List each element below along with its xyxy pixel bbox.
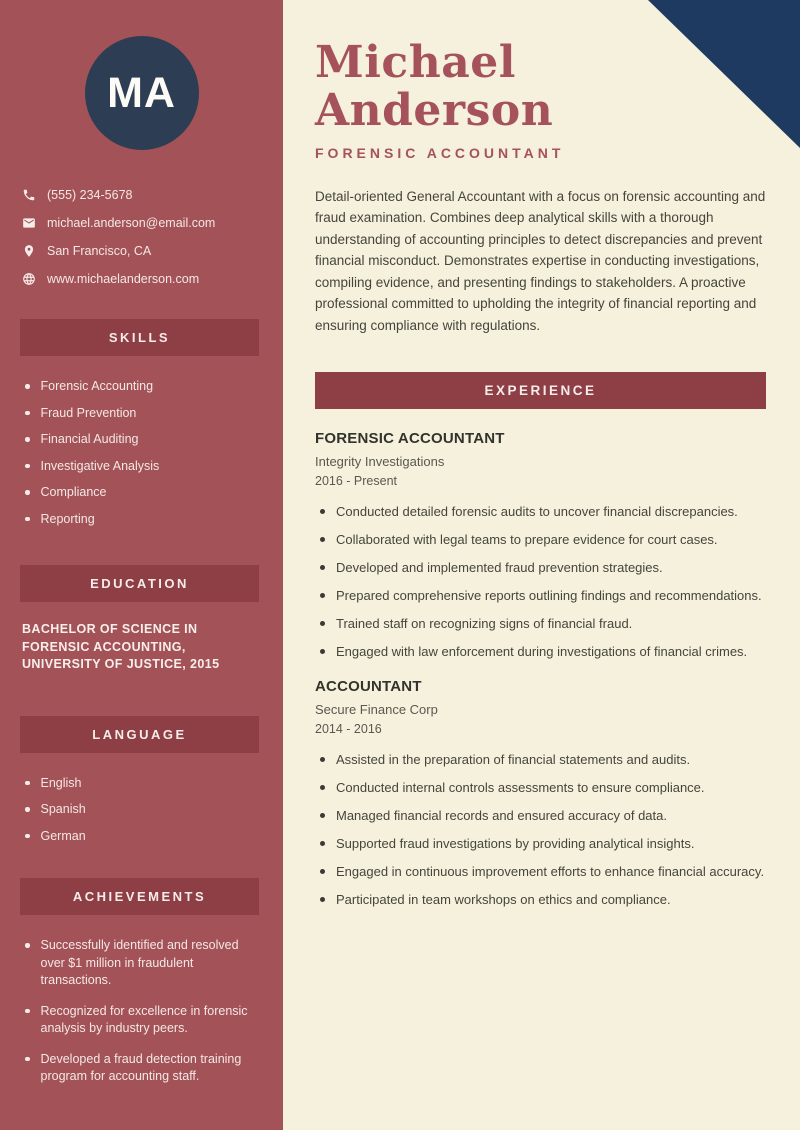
skill-label: Reporting — [40, 511, 95, 526]
language-heading: LANGUAGE — [92, 726, 187, 742]
achievements-section-header — [20, 878, 259, 915]
job-entry-dates: 2014 - 2016 — [315, 722, 382, 737]
contact-item-email — [22, 216, 283, 230]
main-column — [283, 0, 800, 1130]
list-item — [320, 835, 766, 852]
job-bullet-text: Supported fraud investigations by providing analytical insights. — [336, 836, 695, 852]
list-item — [25, 1051, 261, 1086]
list-item — [320, 751, 766, 768]
job-bullet-text: Assisted in the preparation of financial statements and audits. — [336, 752, 691, 768]
job-entry — [315, 430, 766, 660]
contact-phone-text: (555) 234-5678 — [47, 188, 133, 202]
job-bullet-list — [315, 751, 766, 908]
education-degree: BACHELOR OF SCIENCE IN FORENSIC ACCOUNTING, UNIVERSITY OF JUSTICE, 2015 — [22, 622, 220, 671]
list-item — [25, 801, 261, 819]
skill-label: Fraud Prevention — [40, 405, 137, 420]
experience-section-header — [315, 372, 766, 409]
bullet-dot — [320, 565, 325, 570]
skills-list — [0, 378, 283, 528]
experience-heading: EXPERIENCE — [484, 383, 597, 399]
language-section-header — [20, 716, 259, 753]
bullet-dot — [320, 621, 325, 626]
list-item — [320, 807, 766, 824]
job-bullet-text: Trained staff on recognizing signs of financial fraud. — [336, 616, 633, 632]
list-item — [25, 775, 261, 793]
job-bullet-text: Prepared comprehensive reports outlining findings and recommendations. — [336, 588, 762, 604]
bullet-dot — [320, 593, 325, 598]
job-title-subtitle: FORENSIC ACCOUNTANT — [315, 144, 565, 161]
list-item — [25, 458, 261, 476]
page-title: Michael Anderson — [315, 37, 554, 137]
language-label: German — [40, 828, 86, 843]
bullet-dot — [320, 757, 325, 762]
bullet-dot — [320, 813, 325, 818]
globe-icon — [22, 272, 36, 286]
job-entry-title: FORENSIC ACCOUNTANT — [315, 430, 505, 448]
bullet-dot — [320, 537, 325, 542]
bullet-dot — [320, 649, 325, 654]
list-item — [320, 891, 766, 908]
bullet-dot — [320, 509, 325, 514]
list-item — [320, 779, 766, 796]
education-heading: EDUCATION — [90, 576, 189, 591]
skill-label: Investigative Analysis — [40, 458, 160, 473]
skill-label: Forensic Accounting — [40, 379, 154, 393]
achievement-text: Recognized for excellence in forensic analysis by industry peers. — [40, 1003, 248, 1035]
contact-item-website — [22, 272, 283, 286]
bullet-dot — [25, 517, 30, 522]
list-item — [25, 431, 261, 449]
bullet-dot — [25, 464, 30, 469]
job-bullet-text: Engaged in continuous improvement efforts to enhance financial accuracy. — [336, 864, 765, 880]
bullet-dot — [320, 785, 325, 790]
contact-item-location — [22, 244, 283, 258]
list-item — [320, 559, 766, 576]
job-bullet-text: Conducted internal controls assessments to ensure compliance. — [336, 780, 705, 796]
job-bullet-text: Developed and implemented fraud prevention strategies. — [336, 560, 663, 576]
job-entry-company: Integrity Investigations — [315, 454, 445, 470]
list-item — [320, 863, 766, 880]
bullet-dot — [320, 897, 325, 902]
location-pin-icon — [22, 244, 36, 258]
bullet-dot — [320, 869, 325, 874]
avatar-initials: MA — [107, 68, 176, 117]
contact-location-text: San Francisco, CA — [47, 244, 152, 258]
bullet-dot — [25, 490, 30, 495]
job-entry — [315, 678, 766, 908]
job-bullet-text: Collaborated with legal teams to prepare evidence for court cases. — [336, 532, 718, 548]
list-item — [320, 615, 766, 632]
skill-label: Compliance — [40, 485, 107, 499]
list-item — [25, 484, 261, 502]
bullet-dot — [25, 411, 30, 416]
job-entry-title: ACCOUNTANT — [315, 678, 422, 696]
contact-email-text: michael.anderson@email.com — [47, 216, 216, 230]
list-item — [25, 937, 261, 990]
job-bullet-text: Conducted detailed forensic audits to uncover financial discrepancies. — [336, 504, 738, 520]
bullet-dot — [25, 807, 30, 812]
contact-website-text: www.michaelanderson.com — [47, 272, 200, 286]
list-item — [320, 587, 766, 604]
skills-section-header — [20, 319, 259, 356]
bullet-dot — [25, 384, 30, 389]
list-item — [25, 828, 261, 846]
achievement-text: Developed a fraud detection training program for accounting staff. — [40, 1051, 242, 1083]
bullet-dot — [25, 781, 30, 786]
summary-paragraph: Detail-oriented General Accountant with a focus on forensic accounting and fraud examination. Combines deep analytical skills with a thorough understanding of accounting principles to detect discrepancies and prevent financial misconduct. Demonstrates expertise in conducting investigations, compiling evidence, and presenting findings to stakeholders. A proactive professional committed to upholding the integrity of financial reporting and ensuring compliance with regulations. — [315, 188, 766, 333]
sidebar — [0, 0, 283, 1130]
contact-item-phone — [22, 188, 283, 202]
job-bullet-text: Engaged with law enforcement during investigations of financial crimes. — [336, 644, 748, 660]
achievement-text: Successfully identified and resolved over $1 million in fraudulent transactions. — [40, 938, 239, 987]
contact-list — [22, 188, 283, 286]
list-item — [25, 1003, 261, 1038]
job-bullet-text: Participated in team workshops on ethics and compliance. — [336, 892, 671, 908]
language-label: Spanish — [40, 802, 86, 816]
list-item — [25, 405, 261, 423]
bullet-dot — [25, 1009, 30, 1014]
language-label: English — [40, 775, 82, 790]
skill-label: Financial Auditing — [40, 432, 139, 446]
achievements-list — [0, 937, 283, 1086]
skills-heading: SKILLS — [108, 330, 171, 345]
bullet-dot — [25, 834, 30, 839]
list-item — [320, 643, 766, 660]
bullet-dot — [320, 841, 325, 846]
education-section-header — [20, 565, 259, 602]
list-item — [320, 503, 766, 520]
phone-icon — [22, 188, 36, 202]
achievements-heading: ACHIEVEMENTS — [72, 889, 207, 904]
job-entry-company: Secure Finance Corp — [315, 702, 438, 718]
job-bullet-list — [315, 503, 766, 660]
avatar — [85, 36, 199, 150]
language-list — [0, 775, 283, 846]
bullet-dot — [25, 437, 30, 442]
list-item — [320, 531, 766, 548]
list-item — [25, 511, 261, 529]
email-icon — [22, 216, 36, 230]
job-entry-dates: 2016 - Present — [315, 474, 397, 489]
list-item — [25, 378, 261, 396]
bullet-dot — [25, 1057, 30, 1062]
bullet-dot — [25, 943, 30, 948]
job-bullet-text: Managed financial records and ensured accuracy of data. — [336, 808, 667, 824]
